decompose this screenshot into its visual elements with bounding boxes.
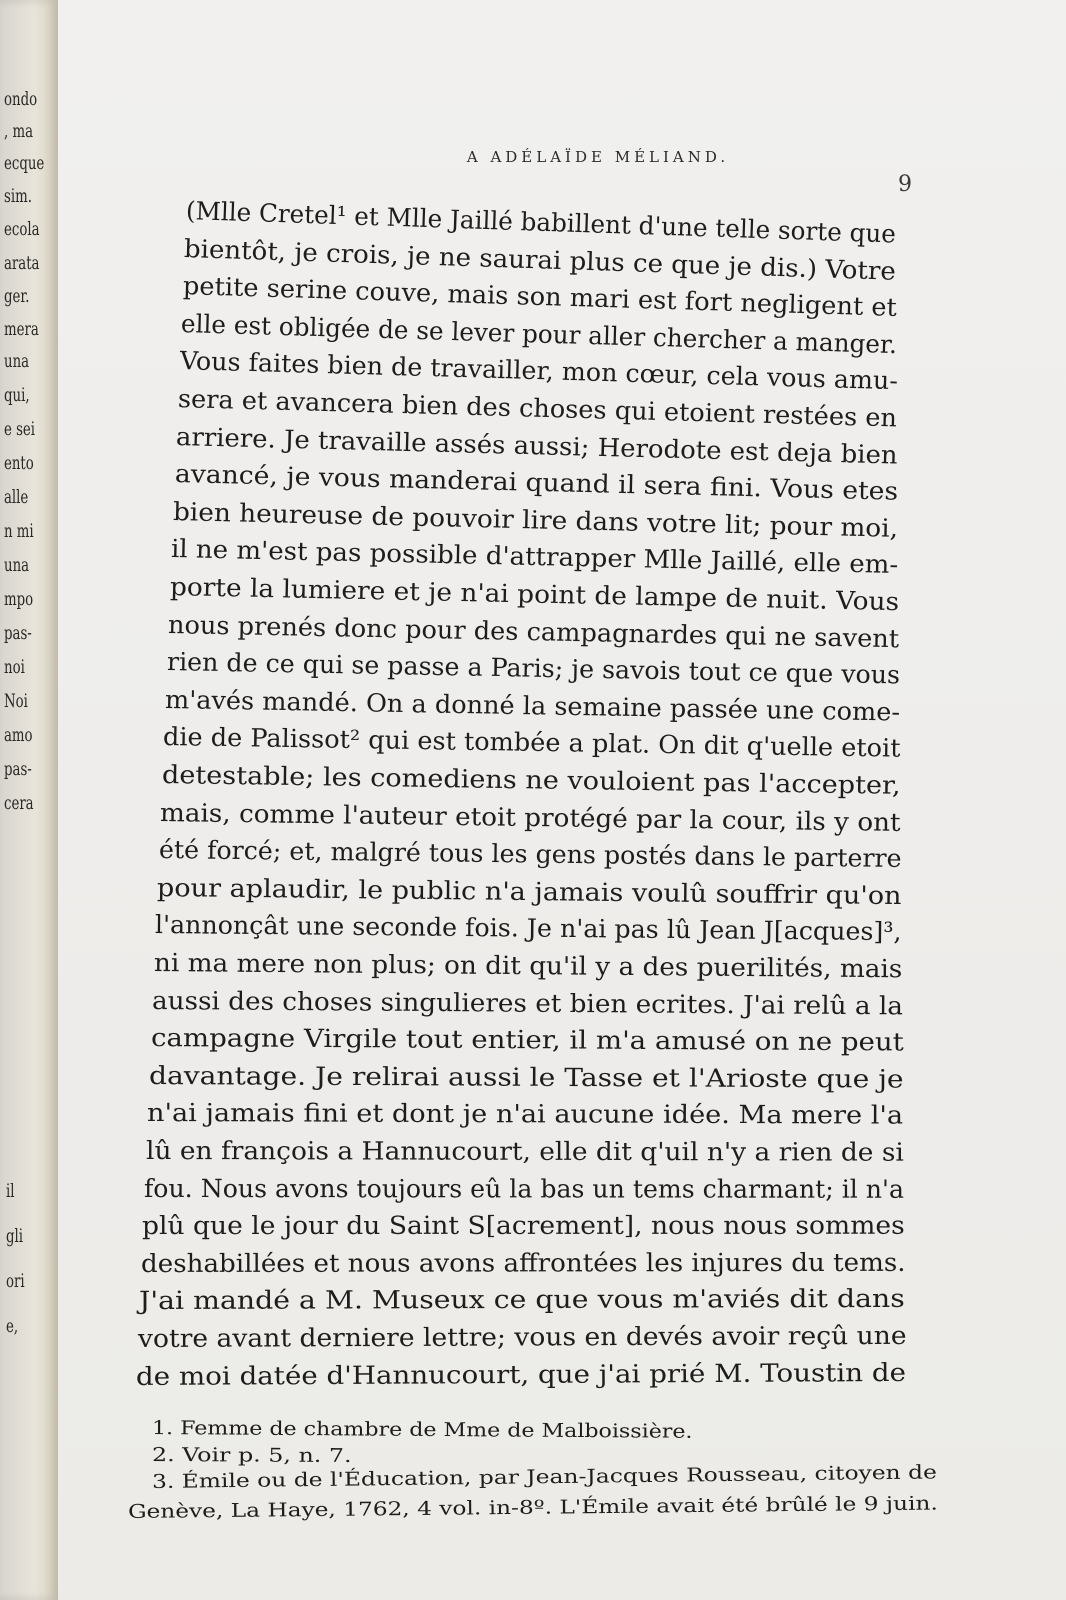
facing-page-fragment: ento	[4, 452, 34, 474]
facing-page-fragment: ecola	[4, 218, 40, 240]
body-line: campagne Virgile tout entier, il m'a amusé on ne peut	[150, 1023, 904, 1057]
facing-page-fragment: arata	[4, 252, 40, 274]
body-line: pour aplaudir, le public n'a jamais voulû souffrir qu'on	[156, 872, 902, 910]
facing-page-fragment: noi	[4, 656, 25, 678]
body-line: nous prenés donc pour des campagnardes qui ne savent	[167, 609, 900, 653]
facing-page-fragment: e,	[6, 1315, 19, 1337]
facing-page-fragment: mera	[4, 318, 39, 340]
facing-page-fragment: il	[6, 1180, 15, 1202]
body-line: été forcé; et, malgré tous les gens postés dans le parterre	[158, 835, 902, 874]
body-line: de moi datée d'Hannucourt, que j'ai prié M. Toustin de	[135, 1357, 907, 1391]
facing-page-fragment: , ma	[4, 120, 34, 142]
facing-page-fragment: ondo	[4, 88, 38, 110]
facing-page-fragment: mpo	[4, 588, 34, 610]
book-page	[58, 0, 1066, 1600]
body-line: l'annonçât une seconde fois. Je n'ai pas lû Jean J[acques]³,	[155, 910, 902, 947]
body-line: plû que le jour du Saint S[acrement], nous nous sommes	[142, 1210, 906, 1241]
body-line: bien heureuse de pouvoir lire dans votre lit; pour moi,	[172, 496, 899, 543]
body-line: petite serine couve, mais son mari est fort negligent et	[182, 271, 898, 323]
body-line: m'avés mandé. On a donné la semaine passée une come-	[164, 684, 901, 727]
facing-page-fragment: una	[4, 350, 30, 372]
footnote-line: Genève, La Haye, 1762, 4 vol. in-8º. L'Émile avait été brûlé le 9 juin.	[127, 1492, 938, 1523]
facing-page-fragment: pas-	[4, 758, 32, 780]
footnote-line: 3. Émile ou de l'Éducation, par Jean-Jacques Rousseau, citoyen de	[151, 1461, 938, 1493]
body-line: elle est obligée de se lever pour aller chercher a manger.	[180, 308, 898, 359]
facing-page-fragment: e sei	[4, 418, 36, 440]
body-line: mais, comme l'auteur etoit protégé par la cour, ils y ont	[160, 797, 901, 837]
facing-page-fragment: alle	[4, 486, 29, 508]
facing-page-fragment: pas-	[4, 622, 32, 644]
facing-page-fragment: sim.	[4, 185, 32, 207]
footnote-line: 1. Femme de chambre de Mme de Malboissière.	[151, 1417, 693, 1443]
body-line: deshabillées et nous avons affrontées les injures du tems.	[140, 1247, 906, 1278]
body-line: avancé, je vous manderai quand il sera fini. Vous etes	[174, 459, 899, 506]
body-line: (Mlle Cretel¹ et Mlle Jaillé babillent d'une telle sorte que	[185, 196, 897, 249]
facing-page-fragment: ori	[6, 1270, 25, 1292]
facing-page-fragment: Noi	[4, 690, 28, 712]
body-line: J'ai mandé a M. Museux ce que vous m'aviés dit dans	[139, 1284, 906, 1316]
body-line: fou. Nous avons toujours eû la bas un tems charmant; il n'a	[144, 1173, 905, 1204]
body-line: davantage. Je relirai aussi le Tasse et l'Arioste que je	[148, 1060, 904, 1094]
body-line: bientôt, je crois, je ne saurai plus ce que je dis.) Votre	[183, 233, 897, 286]
body-line: aussi des choses singulieres et bien ecrites. J'ai relû a la	[152, 985, 904, 1020]
body-line: lû en françois a Hannucourt, elle dit q'uil n'y a rien de si	[145, 1136, 904, 1167]
body-line: n'ai jamais fini et dont je n'ai aucune idée. Ma mere l'a	[147, 1098, 904, 1130]
facing-page-fragment: ger.	[4, 285, 30, 307]
page-number: 9	[898, 172, 912, 197]
facing-page-fragment: una	[4, 554, 30, 576]
facing-page-fragment: ecque	[4, 152, 45, 174]
body-line: il ne m'est pas possible d'attrapper Mlle Jaillé, elle em-	[171, 534, 899, 580]
body-line: detestable; les comediens ne vouloient pas l'accepter,	[161, 760, 901, 800]
body-line: votre avant derniere lettre; vous en devés avoir reçû une	[137, 1320, 907, 1353]
body-line: arriere. Je travaille assés aussi; Herodote est deja bien	[175, 421, 899, 470]
facing-page-fragment: cera	[4, 792, 34, 814]
facing-page-fragment: n mi	[4, 520, 34, 542]
body-line: Vous faites bien de travailler, mon cœur, cela vous amu-	[179, 346, 898, 396]
facing-page-fragment: qui,	[4, 384, 30, 406]
body-line: die de Palissot² qui est tombée a plat. On dit q'uelle etoit	[163, 722, 902, 764]
running-title: A ADÉLAÏDE MÉLIAND.	[466, 148, 730, 166]
body-line: rien de ce qui se passe a Paris; je savois tout ce que vous	[166, 647, 900, 690]
facing-page-edge	[0, 0, 58, 1600]
body-line: sera et avancera bien des choses qui etoient restées en	[177, 384, 898, 433]
facing-page-fragment: gli	[6, 1225, 24, 1247]
footnotes	[58, 0, 1066, 1600]
body-line: porte la lumiere et je n'ai point de lampe de nuit. Vous	[169, 572, 900, 617]
footnote-line: 2. Voir p. 5, n. 7.	[151, 1444, 352, 1468]
facing-page-fragment: amo	[4, 724, 33, 746]
body-line: ni ma mere non plus; on dit qu'il y a des puerilités, mais	[153, 948, 903, 984]
